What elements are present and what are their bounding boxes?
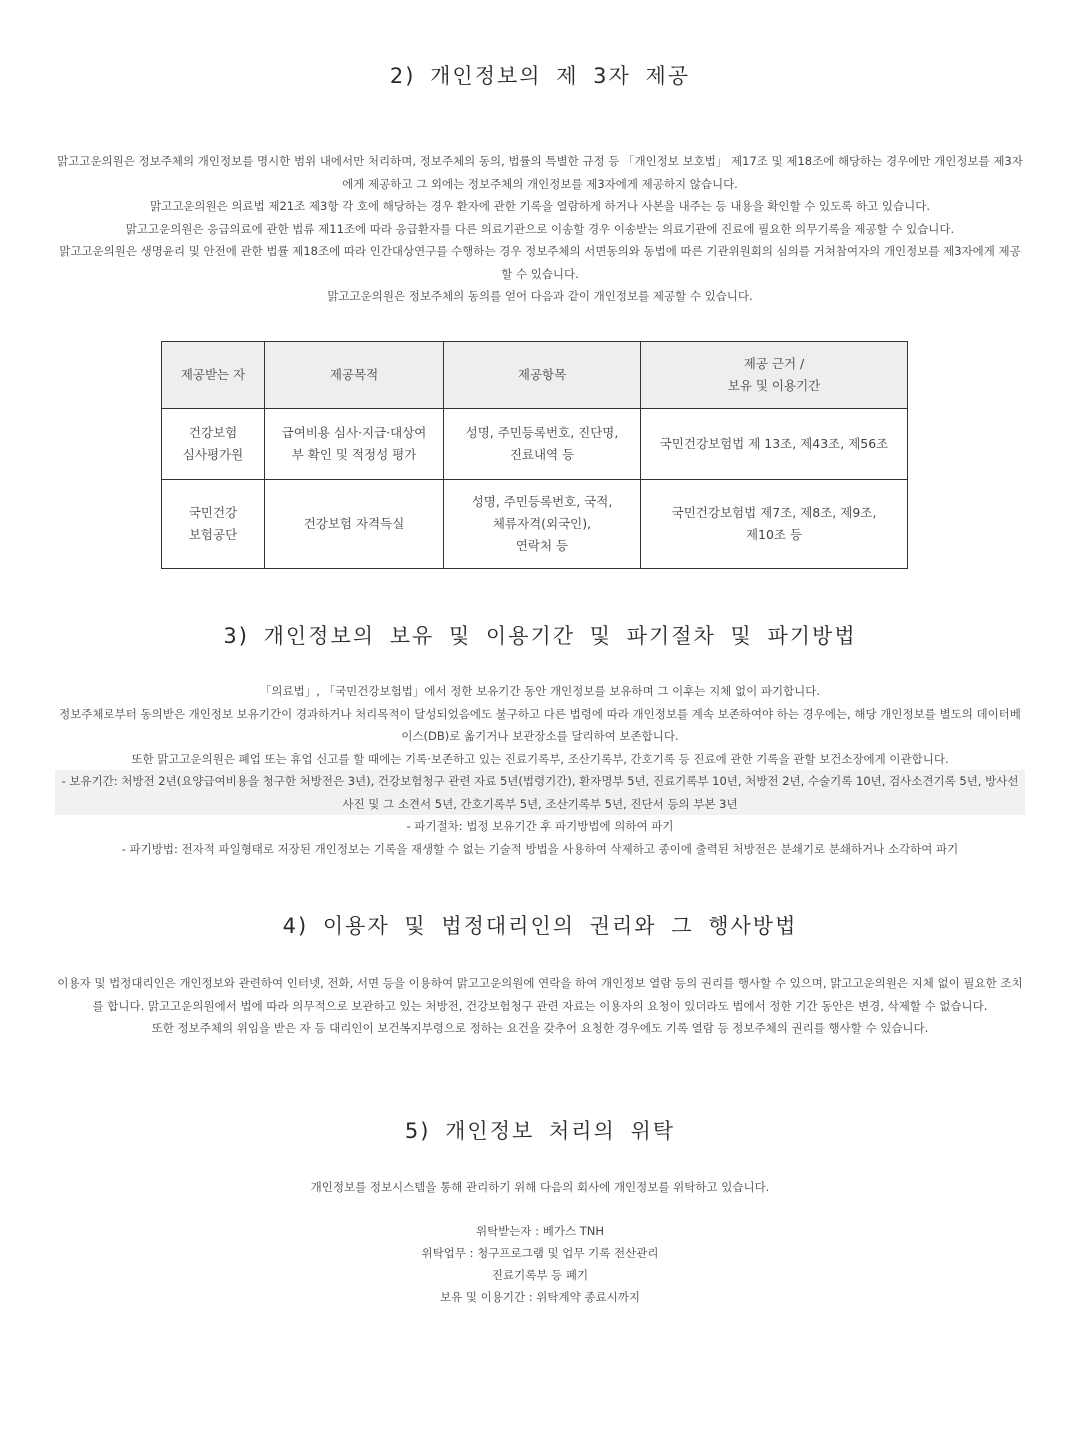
destruction-procedure-text: - 파기절차: 법정 보유기간 후 파기방법에 의하여 파기: [406, 819, 674, 833]
paragraph: 「의료법」, 「국민건강보험법」에서 정한 보유기간 동안 개인정보를 보유하며 그 이후는 지체 없이 파기합니다.: [259, 684, 821, 698]
column-header: 제공목적: [265, 342, 444, 409]
section-3-body: [55, 680, 1025, 860]
paragraph: 맑고고운의원은 생명윤리 및 안전에 관한 법률 제18조에 따라 인간대상연구를 수행하는 경우 정보주체의 서면동의와 동법에 따른 기관위원회의 심의를 거쳐참여자의 개인정보를 제3자에게 제공할 수 있습니다.: [59, 244, 1021, 281]
table-cell: 성명, 주민등록번호, 국적, 체류자격(외국인), 연락처 등: [444, 480, 641, 569]
table-cell: 건강보험 심사평가원: [162, 409, 265, 480]
third-party-provision-table: [161, 341, 908, 569]
section-4-title: 4) 이용자 및 법정대리인의 권리와 그 행사방법: [282, 914, 798, 938]
trustee-line: 위탁받는자 : 베가스 TNH: [476, 1224, 604, 1238]
column-header: 제공 근거 / 보유 및 이용기간: [641, 342, 908, 409]
retention-period-text: - 보유기간: 처방전 2년(요양급여비용을 청구한 처방전은 3년), 건강보험청구 관련 자료 5년(법령기간), 환자명부 5년, 진료기록부 10년, 처방전 2년, 수술기록 10년, 검사소견기록 5년, 방사선 사진 및 그 소견서 5년, 간호기록부 5년, 조산기록부 5년, 진단서 등의 부본 3년: [55, 770, 1025, 815]
table-cell: 국민건강 보험공단: [162, 480, 265, 569]
task-line: 위탁업무 : 청구프로그램 및 업무 기록 전산관리: [421, 1246, 659, 1260]
paragraph: 정보주체로부터 동의받은 개인정보 보유기간이 경과하거나 처리목적이 달성되었음에도 불구하고 다른 법령에 따라 개인정보를 계속 보존하여야 하는 경우에는, 해당 개인정보를 별도의 데이터베이스(DB)로 옮기거나 보관장소를 달리하여 보존합니다.: [59, 706, 1021, 743]
table-cell: 국민건강보험법 제7조, 제8조, 제9조, 제10조 등: [641, 480, 908, 569]
section-5-intro: 개인정보를 정보시스템을 통해 관리하기 위해 다음의 회사에 개인정보를 위탁하고 있습니다.: [310, 1180, 770, 1194]
section-3-title: 3) 개인정보의 보유 및 이용기간 및 파기절차 및 파기방법: [223, 624, 857, 648]
table-cell: 급여비용 심사·지급·대상여 부 확인 및 적정성 평가: [265, 409, 444, 480]
task-line-2: 진료기록부 등 폐기: [491, 1268, 589, 1282]
table-header-row: [162, 342, 908, 409]
paragraph: 맑고고운의원은 응급의료에 관한 법류 제11조에 따라 응급환자를 다른 의료기관으로 이송할 경우 이송받는 의료기관에 진료에 필요한 의무기록을 제공할 수 있습니다.: [125, 221, 955, 236]
column-header: 제공받는 자: [162, 342, 265, 409]
table-cell: 국민건강보험법 제 13조, 제43조, 제56조: [641, 409, 908, 480]
period-line: 보유 및 이용기간 : 위탁계약 종료시까지: [440, 1290, 640, 1304]
section-2-title: 2) 개인정보의 제 3자 제공: [389, 64, 691, 88]
paragraph: 또한 정보주체의 위임을 받은 자 등 대리인이 보건복지부령으로 정하는 요건을 갖추어 요청한 경우에도 기록 열람 등 정보주체의 권리를 행사할 수 있습니다.: [151, 1021, 929, 1035]
section-2-body: [55, 150, 1025, 308]
paragraph: 또한 맑고고운의원은 폐업 또는 휴업 신고를 할 때에는 기록·보존하고 있는 진료기록부, 조산기록부, 간호기록 등 진료에 관한 기록을 관할 보건소장에게 이관합니다.: [131, 751, 949, 766]
destruction-method-text: - 파기방법: 전자적 파일형태로 저장된 개인정보는 기록을 재생할 수 없는 기술적 방법을 사용하여 삭제하고 종이에 출력된 처방전은 분쇄기로 분쇄하거나 소각하여 파기: [121, 841, 959, 856]
column-header: 제공항목: [444, 342, 641, 409]
table-cell: 건강보험 자격득실: [265, 480, 444, 569]
section-5-title: 5) 개인정보 처리의 위탁: [404, 1119, 676, 1143]
paragraph: 맑고고운의원은 의료법 제21조 제3항 각 호에 해당하는 경우 환자에 관한 기록을 열람하게 하거나 사본을 내주는 등 내용을 확인할 수 있도록 하고 있습니다.: [149, 199, 930, 213]
paragraph: 맑고고운의원은 정보주체의 동의를 얻어 다음과 같이 개인정보를 제공할 수 있습니다.: [327, 289, 753, 303]
table-row: [162, 409, 908, 480]
table-row: [162, 480, 908, 569]
section-5-details: [0, 1220, 1080, 1308]
paragraph: 맑고고운의원은 정보주체의 개인정보를 명시한 범위 내에서만 처리하며, 정보주체의 동의, 법률의 특별한 규정 등 「개인정보 보호법」 제17조 및 제18조에 해당하는 경우에만 개인정보를 제3자에게 제공하고 그 외에는 정보주체의 개인정보를 제3자에게 제공하지 않습니다.: [57, 154, 1023, 191]
table-cell: 성명, 주민등록번호, 진단명, 진료내역 등: [444, 409, 641, 480]
section-4-body: [55, 972, 1025, 1040]
paragraph: 이용자 및 법정대리인은 개인정보와 관련하여 인터넷, 전화, 서면 등을 이용하여 맑고고운의원에 연락을 하여 개인정보 열람 등의 권리를 행사할 수 있으며, 맑고고운의원은 지체 없이 필요한 조치를 합니다. 맑고고운의원에서 법에 따라 의무적으로 보관하고 있는 처방전, 건강보험청구 관련 자료는 이용자의 요청이 있더라도 법에서 정한 기간 동안은 변경, 삭제할 수 없습니다.: [57, 976, 1023, 1013]
